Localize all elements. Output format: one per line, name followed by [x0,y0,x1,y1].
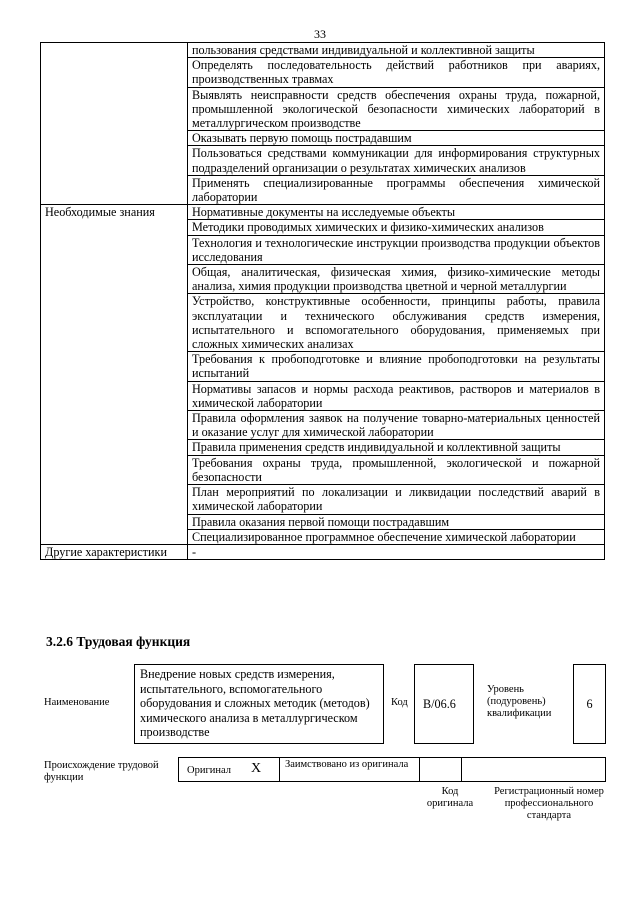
row-content: Технология и технологические инструкции производства продукции объектов исследования [188,235,605,264]
row-content: Правила оформления заявок на получение товарно-материальных ценностей и оказание услуг для химической лаборатории [188,411,605,440]
row-content: Выявлять неисправности средств обеспечения охраны труда, пожарной, промышленной экологической безопасности химических лабораторий в металлургическом производстве [188,87,605,131]
original-mark: X [251,761,262,776]
row-content: Общая, аналитическая, физическая химия, физико-химические методы анализа, химия продукции производства цветной и черной металлургии [188,265,605,294]
function-name-box: Внедрение новых средств измерения, испытательного, вспомогательного оборудования и сложных методик (методов) химического анализа в металлургическом производстве [134,664,384,744]
level-box: 6 [573,664,606,744]
origin-box [178,757,606,782]
row-label: Другие характеристики [41,544,188,559]
row-content: Требования к пробоподготовке и влияние пробоподготовки на результаты испытаний [188,352,605,381]
row-label [41,43,188,205]
caption-code: Код оригинала [426,786,474,809]
table-row [41,205,605,220]
original-label: Оригинал [187,765,231,776]
origin-divider-1 [279,758,280,781]
origin-divider-3 [461,758,462,781]
name-label: Наименование [44,697,110,708]
row-content: пользования средствами индивидуальной и коллективной защиты [188,43,605,58]
row-content: Нормативные документы на исследуемые объекты [188,205,605,220]
row-content: Определять последовательность действий работников при авариях, производственных травмах [188,58,605,87]
row-content: Правила применения средств индивидуальной и коллективной защиты [188,440,605,455]
level-label: Уровень (подуровень) квалификации [487,684,552,719]
page-number: 33 [314,27,326,41]
section-heading: 3.2.6 Трудовая функция [46,634,191,649]
origin-divider-2 [419,758,420,781]
table-row [41,544,605,559]
row-content: Методики проводимых химических и физико-химических анализов [188,220,605,235]
code-box: B/06.6 [414,664,474,744]
row-content: - [188,544,605,559]
competency-table [40,42,605,560]
row-content: Применять специализированные программы обеспечения химической лаборатории [188,175,605,204]
table-row [41,43,605,58]
row-content: Правила оказания первой помощи пострадавшим [188,514,605,529]
origin-label: Происхождение трудовой функции [44,760,159,783]
row-content: Требования охраны труда, промышленной, экологической и пожарной безопасности [188,455,605,484]
row-content: План мероприятий по локализации и ликвидации последствий аварий в химической лаборатории [188,485,605,514]
borrowed-label: Заимствовано из оригинала [285,759,409,770]
row-content: Оказывать первую помощь пострадавшим [188,131,605,146]
code-label: Код [391,697,408,708]
caption-reg: Регистрационный номер профессионального стандарта [494,786,604,821]
row-content: Устройство, конструктивные особенности, принципы работы, правила эксплуатации и технического обслуживания средств измерения, испытательного и вспомогательного оборудования, применяемых при сложных химических анализах [188,294,605,352]
row-content: Пользоваться средствами коммуникации для информирования структурных подразделений организации о результатах химических анализов [188,146,605,175]
row-content: Специализированное программное обеспечение химической лаборатории [188,529,605,544]
row-content: Нормативы запасов и нормы расхода реактивов, растворов и материалов в химической лаборатории [188,381,605,410]
row-label: Необходимые знания [41,205,188,545]
